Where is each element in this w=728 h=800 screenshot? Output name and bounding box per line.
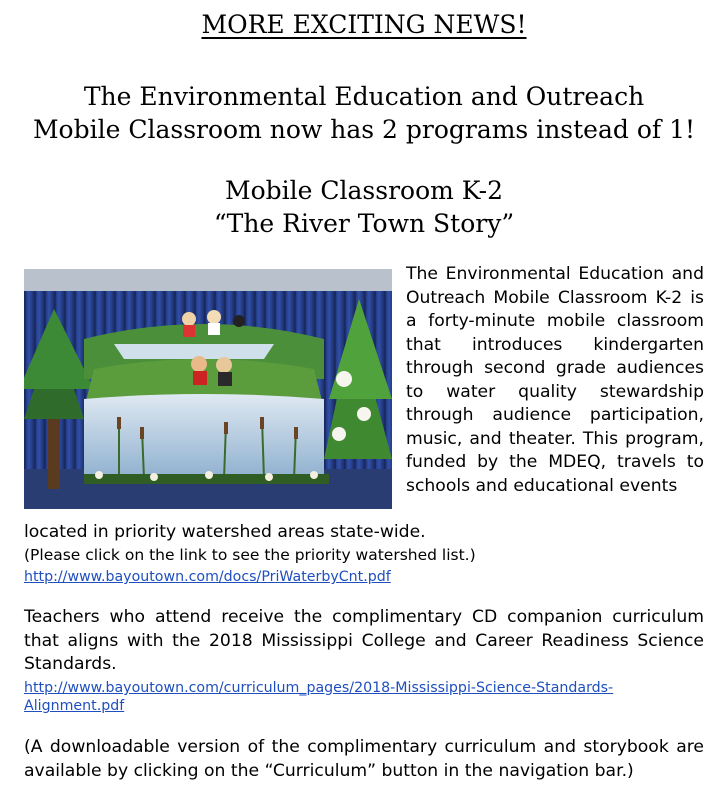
intro-line-2: Mobile Classroom now has 2 programs instead of 1! xyxy=(32,115,696,144)
page-heading: MORE EXCITING NEWS! xyxy=(201,10,527,39)
program-title-block xyxy=(0,174,728,240)
program-subtitle: “The River Town Story” xyxy=(213,209,515,238)
intro-text xyxy=(0,80,728,146)
curriculum-link-line-2: Alignment.pdf xyxy=(24,698,125,714)
intro-line-1: The Environmental Education and Outreach xyxy=(83,82,645,111)
download-note: (A downloadable version of the complimentary curriculum and storybook are available by clicking on the “Curriculum” button in the navigation bar.) xyxy=(24,737,704,781)
click-note: (Please click on the link to see the priority watershed list.) xyxy=(24,546,476,564)
program-description: The Environmental Education and Outreach Mobile Classroom K-2 is a forty-minute mobile classroom that introduces kindergarten through second grade audiences to water quality stewardship through audience participation, music, and theater. This program, funded by the MDEQ, travels to schools and educational events xyxy=(406,264,704,496)
priority-watershed-link[interactable]: http://www.bayoutown.com/docs/PriWaterbyCnt.pdf xyxy=(24,569,391,585)
curriculum-link-line-1: http://www.bayoutown.com/curriculum_pages/2018-Mississippi-Science-Standards- xyxy=(24,680,614,696)
teachers-paragraph: Teachers who attend receive the complimentary CD companion curriculum that aligns with the 2018 Mississippi College and Career Readiness Science Standards. xyxy=(24,607,704,674)
curriculum-standards-link[interactable] xyxy=(24,680,613,714)
program-name: Mobile Classroom K-2 xyxy=(225,176,503,205)
description-tail: located in priority watershed areas state-wide. xyxy=(24,522,426,542)
stage-photo xyxy=(24,269,392,509)
